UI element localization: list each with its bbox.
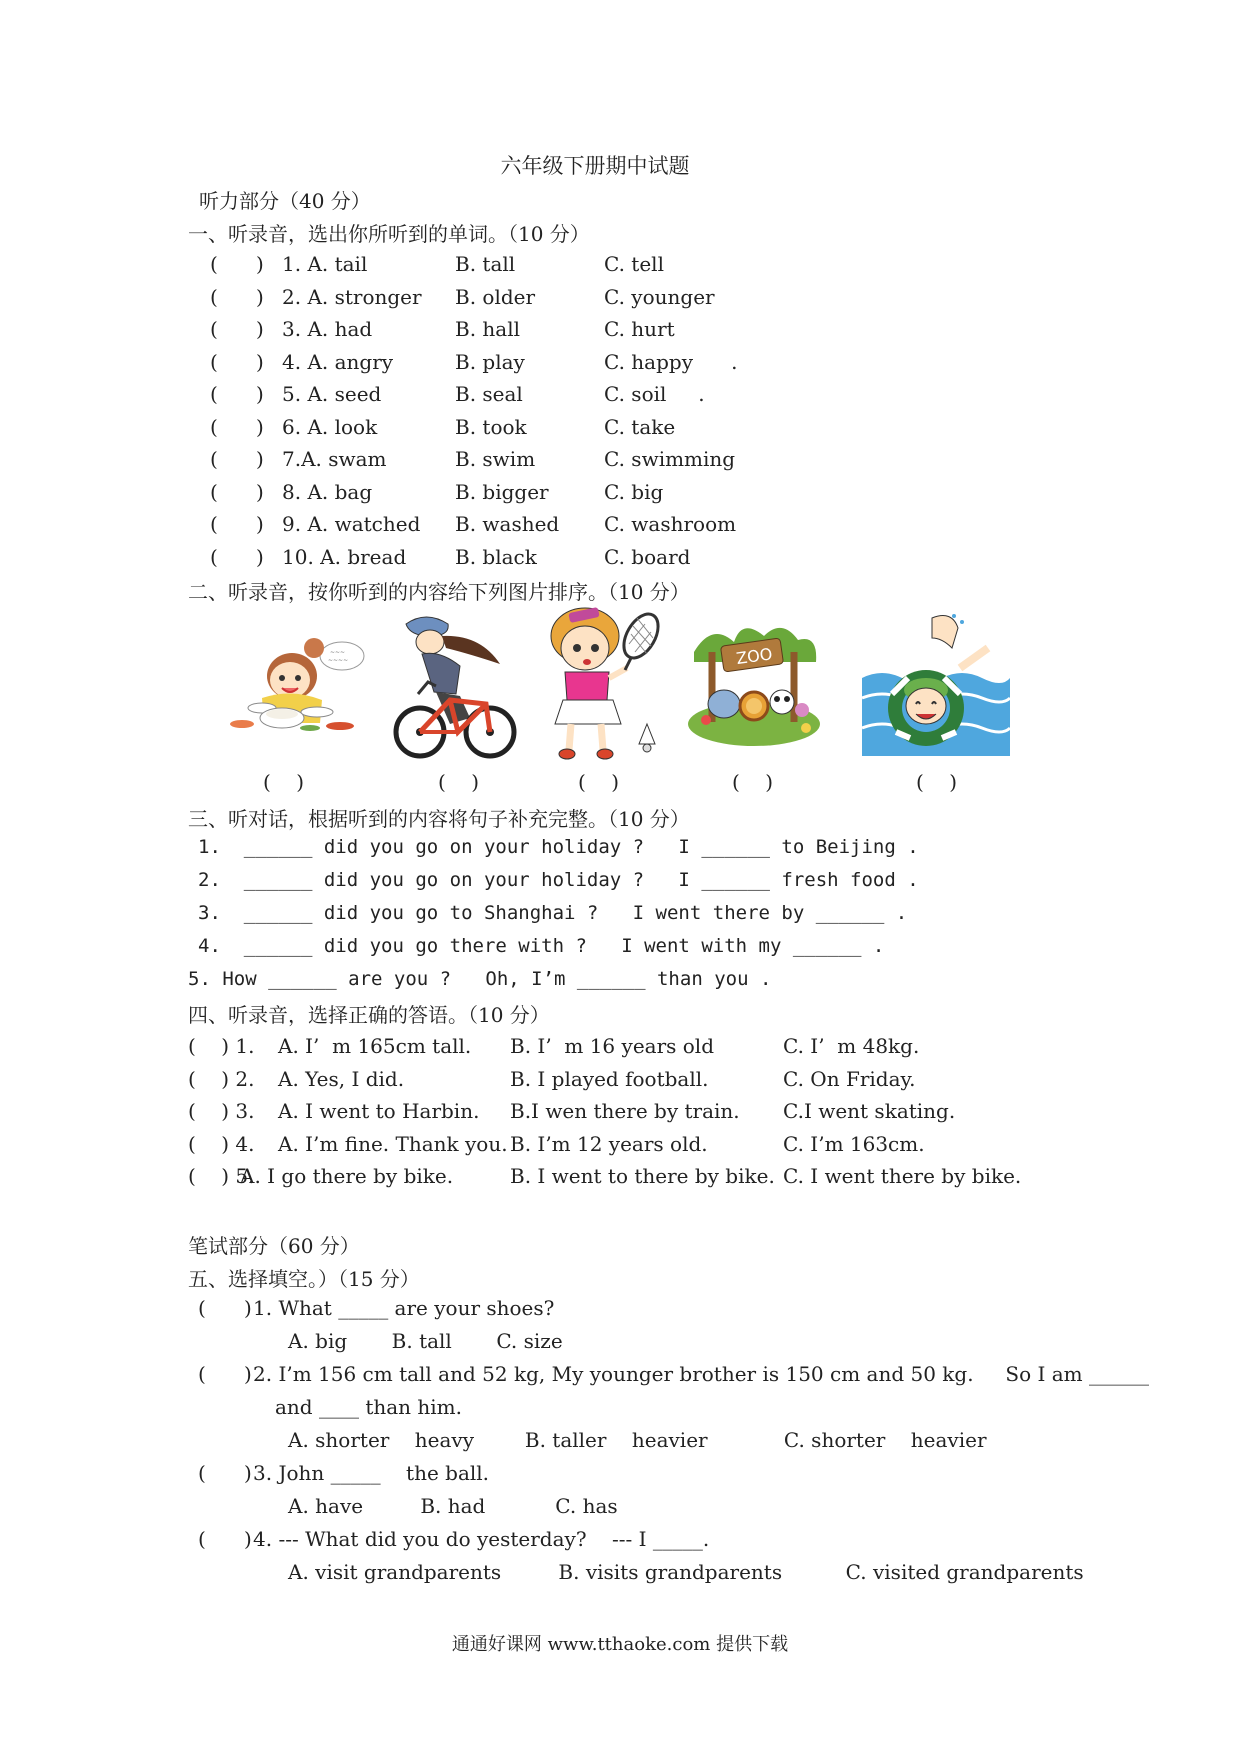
s4-question-number[interactable]: ( ) 3. [188,1099,255,1123]
s5-q3-blank[interactable]: ( ) [198,1461,252,1485]
s4-option-b: B.I wen there by train. [510,1099,740,1123]
s1-option-c: C. younger [604,284,715,309]
svg-text:~~~: ~~~ [330,649,346,656]
s1-answer-blank[interactable]: ( ) [210,512,264,536]
s5-q1: 1. What _____ are your shoes? [253,1296,555,1320]
page-footer: 通通好课网 www.tthaoke.com 提供下载 [451,1634,789,1655]
s4-option-b: B. I played football. [510,1066,709,1091]
s4-question-number[interactable]: ( ) 2. [188,1066,255,1091]
s1-option-a: 10. A. bread [282,544,407,569]
s5-q3: 3. John _____ the ball. [253,1461,490,1485]
s4-question-number[interactable]: ( ) 5. [188,1164,255,1188]
girl-eating-picture [222,628,377,736]
boy-swimming-picture [862,608,1010,756]
s1-option-a: 3. A. had [282,317,373,341]
s4-option-a: A. I’m fine. Thank you. [278,1131,508,1156]
s1-option-c: C. swimming [604,447,736,471]
section1-heading: 一、听录音，选出你所听到的单词。（10 分） [188,222,590,246]
s1-option-b: B. took [455,414,527,439]
s5-q4: 4. --- What did you do yesterday? --- I _____. [253,1527,710,1551]
section3-line-5: 5. How ______ are you ? Oh, I’m ______ than you . [188,968,772,990]
listening-header: 听力部分（40 分） [199,189,371,213]
picture4-blank[interactable]: ( ) [732,770,774,794]
s1-option-c: C. soil . [604,382,705,406]
s4-option-c: C. I’ m 48kg. [783,1034,920,1058]
s4-option-c: C. I’m 163cm. [783,1131,925,1156]
s1-option-a: 2. A. stronger [282,284,422,309]
section3-line-1: 1. ______ did you go on your holiday ? I ______ to Beijing . [198,836,919,858]
s1-option-b: B. seal [455,382,523,406]
svg-text:~~~~: ~~~~ [328,657,349,664]
s5-q1-blank[interactable]: ( ) [198,1296,252,1320]
section5-heading: 五、选择填空。）（15 分） [188,1267,420,1291]
s4-option-c: C. I went there by bike. [783,1164,1022,1188]
s4-option-b: B. I’ m 16 years old [510,1034,714,1058]
s1-option-b: B. hall [455,317,521,341]
s5-q2-options: A. shorter heavy B. taller heavier C. shorter heavier [288,1428,987,1452]
s1-answer-blank[interactable]: ( ) [210,349,264,374]
section3-line-2: 2. ______ did you go on your holiday ? I ______ fresh food . [198,869,919,891]
s5-q4-options: A. visit grandparents B. visits grandparents C. visited grandparents [288,1560,1084,1584]
s5-q2: 2. I’m 156 cm tall and 52 kg, My younger brother is 150 cm and 50 kg. So I am ______ [253,1362,1149,1386]
s1-answer-blank[interactable]: ( ) [210,447,264,471]
s1-option-c: C. big [604,479,664,504]
s1-option-c: C. board [604,544,691,569]
s4-option-a: A. I went to Harbin. [278,1099,480,1123]
s1-answer-blank[interactable]: ( ) [210,544,264,569]
s1-option-c: C. washroom [604,512,737,536]
s4-option-a: A. I’ m 165cm tall. [278,1034,472,1058]
s4-question-number[interactable]: ( ) 1. [188,1034,255,1058]
picture2-blank[interactable]: ( ) [438,770,480,794]
s1-answer-blank[interactable]: ( ) [210,252,264,276]
s5-q3-options: A. have B. had C. has [288,1494,618,1518]
picture1-blank[interactable]: ( ) [263,770,305,794]
s1-option-b: B. black [455,544,537,569]
s1-option-c: C. take [604,414,676,439]
s1-option-b: B. bigger [455,479,549,504]
s1-answer-blank[interactable]: ( ) [210,479,264,504]
zoo-sign: ZOO [735,644,774,669]
s1-answer-blank[interactable]: ( ) [210,382,264,406]
s4-option-a: A. I go there by bike. [240,1164,454,1188]
page-title: 六年级下册期中试题 [500,154,690,178]
section3-heading: 三、听对话，根据听到的内容将句子补充完整。（10 分） [188,807,690,831]
s4-option-b: B. I’m 12 years old. [510,1131,708,1156]
s1-option-b: B. swim [455,447,536,471]
section4-heading: 四、听录音，选择正确的答语。（10 分） [188,1003,550,1027]
s1-option-a: 8. A. bag [282,479,373,504]
s1-option-b: B. older [455,284,536,309]
writing-header: 笔试部分（60 分） [188,1234,360,1258]
s1-answer-blank[interactable]: ( ) [210,317,264,341]
s1-option-b: B. tall [455,252,516,276]
s1-option-a: 6. A. look [282,414,378,439]
picture5-blank[interactable]: ( ) [916,770,958,794]
s1-option-b: B. play [455,349,525,374]
section3-line-4: 4. ______ did you go there with ? I went with my ______ . [198,935,885,957]
s1-option-a: 9. A. watched [282,512,421,536]
girl-cycling-picture [390,614,520,764]
s5-q2-continued: and ____ than him. [275,1395,463,1419]
section2-heading: 二、听录音，按你听到的内容给下列图片排序。（10 分） [188,580,690,604]
s4-option-b: B. I went to there by bike. [510,1164,775,1188]
s1-answer-blank[interactable]: ( ) [210,414,264,439]
zoo-picture [682,612,827,752]
girl-badminton-picture [535,604,665,766]
section3-line-3: 3. ______ did you go to Shanghai ? I went there by ______ . [198,902,908,924]
s1-option-c: C. hurt [604,317,675,341]
s1-option-b: B. washed [455,512,560,536]
s5-q1-options: A. big B. tall C. size [288,1329,563,1353]
s5-q2-blank[interactable]: ( ) [198,1362,252,1386]
s1-option-a: 5. A. seed [282,382,382,406]
s1-option-a: 7.A. swam [282,447,387,471]
s4-option-a: A. Yes, I did. [278,1066,405,1091]
s4-question-number[interactable]: ( ) 4. [188,1131,255,1156]
s1-option-a: 4. A. angry [282,349,394,374]
s4-option-c: C.I went skating. [783,1099,956,1123]
s1-option-c: C. happy . [604,349,738,374]
s4-option-c: C. On Friday. [783,1066,916,1091]
s1-option-c: C. tell [604,252,664,276]
picture3-blank[interactable]: ( ) [578,770,620,794]
s5-q4-blank[interactable]: ( ) [198,1527,252,1551]
s1-option-a: 1. A. tail [282,252,368,276]
s1-answer-blank[interactable]: ( ) [210,284,264,309]
